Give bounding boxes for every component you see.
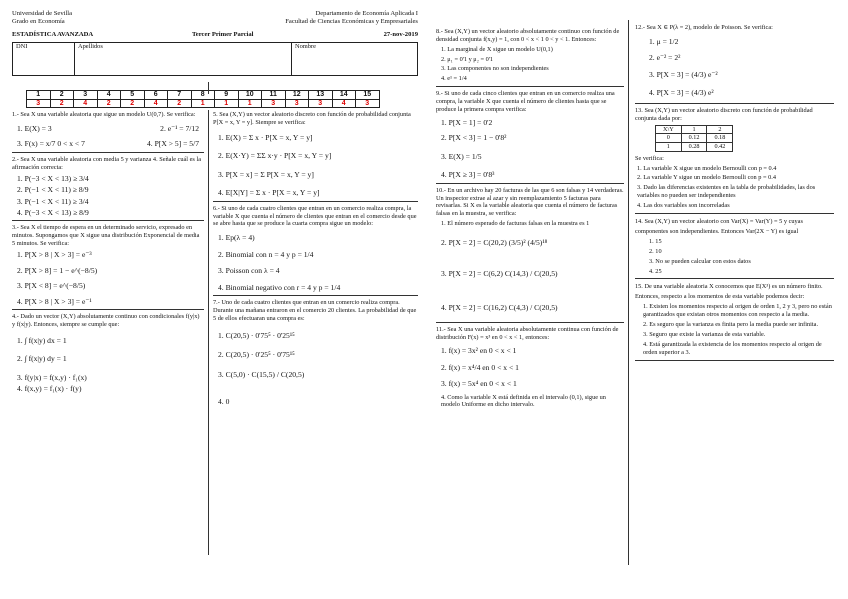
answer-key-value: 3 bbox=[285, 99, 309, 108]
answer-key-value: 1 bbox=[215, 99, 239, 108]
department-name: Departamento de Economía Aplicada I bbox=[315, 10, 418, 17]
q1-option-4: 4. P[X > 5] = 5/7 bbox=[146, 139, 199, 149]
question-3 bbox=[12, 224, 204, 306]
student-id-box bbox=[12, 42, 418, 76]
answer-key-number: 3 bbox=[74, 91, 98, 100]
q7-option-4: 4. 0 bbox=[218, 397, 230, 407]
q5-option-3: 3. P[X = x] = Σ P[X = x, Y = y] bbox=[218, 169, 314, 179]
q13-table-cell: 1 bbox=[656, 143, 682, 152]
q7-option-1: 1. C(20,5) · 0'75⁵ · 0'25¹⁵ bbox=[218, 330, 295, 340]
q1-option-2: 2. e⁻¹ = 7/12 bbox=[160, 123, 199, 133]
page2-left-column bbox=[436, 28, 624, 568]
q10-option-4: 4. P[X = 2] = C(16,2) C(4,3) / C(20,5) bbox=[441, 302, 558, 312]
q3-option-2: 2. P[X > 8] = 1 − e^(−8/5) bbox=[17, 265, 98, 275]
answer-values-row bbox=[27, 99, 380, 108]
exam-page-2 bbox=[436, 10, 834, 568]
answer-key-value: 1 bbox=[191, 99, 215, 108]
q12-option-2: 2. e⁻² = 2² bbox=[649, 53, 681, 63]
q10-option-2: 2. P[X = 2] = C(20,2) (3/5)² (4/5)¹⁸ bbox=[441, 237, 548, 247]
q13-stem: 13. Sea (X,Y) un vector aleatorio discreto con función de probabilidad conjunta dada por: bbox=[635, 106, 813, 122]
q11-stem: 11.- Sea X una variable aleatoria absolutamente continua con función de distribución F(x) = x³ en 0 < x < 1, entonces: bbox=[436, 326, 619, 342]
q8-option-4: 4. e¹ = 1/4 bbox=[441, 75, 467, 83]
q11-option-3: 3. f(x) = 5x⁴ en 0 < x < 1 bbox=[441, 379, 517, 389]
name-label: Nombre bbox=[295, 43, 316, 50]
q11-option-2: 2. f(x) = x⁴/4 en 0 < x < 1 bbox=[441, 362, 519, 372]
q3-option-1: 1. P[X > 8 | X > 3] = e⁻³ bbox=[17, 250, 92, 260]
question-7 bbox=[213, 299, 418, 407]
q14-option-2: 2. 10 bbox=[649, 247, 662, 255]
q13-table-cell: 0 bbox=[656, 134, 682, 143]
answer-key-number: 6 bbox=[144, 91, 168, 100]
question-2 bbox=[12, 156, 204, 218]
answer-key-number: 15 bbox=[356, 91, 380, 100]
q13-option-1: 1. La variable X sigue un modelo Bernoulli con p = 0.4 bbox=[637, 164, 777, 172]
q14-option-3: 3. No se pueden calcular con estos datos bbox=[649, 257, 751, 265]
q12-option-4: 4. P[X = 3] = (4/3) e² bbox=[649, 88, 714, 98]
answer-key-number: 5 bbox=[121, 91, 145, 100]
q7-option-3: 3. C(5,0) · C(15,5) / C(20,5) bbox=[218, 369, 305, 379]
q4-option-1: 1. ∫ f(x|y) dx = 1 bbox=[17, 335, 67, 345]
answer-key-value: 1 bbox=[238, 99, 262, 108]
q2-option-2: 2. P(−1 < X < 11) ≥ 8/9 bbox=[17, 185, 89, 195]
q10-option-3: 3. P[X = 2] = C(6,2) C(14,3) / C(20,5) bbox=[441, 269, 558, 279]
q6-option-2: 2. Binomial con n = 4 y p = 1/4 bbox=[218, 249, 314, 259]
q4-option-3: 3. f(y|x) = f(x,y) · f₁(x) bbox=[17, 372, 87, 382]
exam-page-1 bbox=[12, 10, 418, 558]
answer-key-number: 4 bbox=[97, 91, 121, 100]
answer-key-value: 2 bbox=[50, 99, 74, 108]
q14-option-4: 4. 25 bbox=[649, 267, 662, 275]
answer-key-number: 12 bbox=[285, 91, 309, 100]
degree-name: Grado en Economía bbox=[12, 18, 65, 26]
q13-probability-table bbox=[655, 125, 733, 152]
column-divider bbox=[208, 110, 209, 555]
university-name: Universidad de Sevilla bbox=[12, 10, 73, 17]
answer-key-number: 2 bbox=[50, 91, 74, 100]
q9-option-1: 1. P[X = 1] = 0'2 bbox=[441, 117, 493, 127]
answer-key-value: 3 bbox=[309, 99, 333, 108]
q6-option-1: 1. Ep(λ = 4) bbox=[218, 233, 255, 243]
q5-option-1: 1. E(X) = Σ x · P[X = x, Y = y] bbox=[218, 132, 313, 142]
q15-stem: 15. De una variable aleatoria X conocemos que E(X³) es un número finito. Entonces, respecto a los momentos de esta variable podemos decir: bbox=[635, 283, 823, 300]
q8-option-1: 1. La marginal de X sigue un modelo U(0,1) bbox=[441, 45, 553, 53]
answer-key-value: 2 bbox=[168, 99, 192, 108]
q15-option-3: 3. Seguro que existe la varianza de esta variable. bbox=[643, 330, 766, 338]
q9-stem: 9.- Si uno de cada cinco clientes que entran en un comercio realiza una compra, la variable X que cuenta el número de clientes hasta que se produce la primera compra verifica: bbox=[436, 90, 615, 113]
q10-stem: 10.- En un archivo hay 20 facturas de las que 6 son falsas y 14 verdaderas. Un inspector extrae al azar y sin reemplazamiento 5 facturas para revisarlas. Si X es la variable aleatoria que cuenta el número de facturas falsas en la muestra, se verifica: bbox=[436, 186, 624, 218]
q14-option-1: 1. 15 bbox=[649, 238, 662, 246]
question-separator bbox=[12, 309, 204, 310]
faculty-name: Facultad de Ciencias Económicas y Empresariales bbox=[285, 18, 418, 26]
answer-key-number: 9 bbox=[215, 91, 239, 100]
question-separator bbox=[635, 103, 834, 104]
q7-option-2: 2. C(20,5) · 0'25⁵ · 0'75¹⁵ bbox=[218, 350, 295, 360]
q2-stem: 2.- Sea X una variable aleatoria con media 5 y varianza 4. Señale cuál es la afirmación correcta: bbox=[12, 155, 201, 171]
q10-option-1: 1. El número esperado de facturas falsas en la muestra es 1 bbox=[441, 220, 590, 228]
q5-option-4: 4. E[X|Y] = Σ x · P[X = x, Y = y] bbox=[218, 188, 320, 198]
answer-key-value: 2 bbox=[121, 99, 145, 108]
q1-option-3: 3. F(x) = x/7 0 < x < 7 bbox=[17, 139, 85, 149]
divider-tick bbox=[208, 82, 209, 94]
q15-option-1: 1. Existen los momentos respecto al origen de orden 1, 2 y 3, pero no están garantizados que existan otros momentos con respecto a la media. bbox=[643, 303, 832, 319]
q14-stem: 14. Sea (X,Y) un vector aleatorio con Var(X) = Var(Y) = 5 y cuyas componentes son independientes. Entonces Var(2X − Y) es igual bbox=[635, 217, 803, 235]
q8-option-2: 2. μ₁ = 0'1 y μ₂ = 0'1 bbox=[441, 55, 493, 63]
q8-stem: 8.- Sea (X,Y) un vector aleatorio absolutamente continuo con función de densidad conjunta f(x,y) = 1, con 0 < x < 1 0 < y < 1. Entonces: bbox=[436, 28, 620, 43]
q2-option-3: 3. P(−1 < X < 11) ≥ 3/4 bbox=[17, 196, 89, 206]
q3-option-3: 3. P[X < 8] = e^(−8/5) bbox=[17, 281, 86, 291]
q4-option-4: 4. f(x,y) = f₁(x) · f(y) bbox=[17, 384, 82, 394]
q12-option-1: 1. μ = 1/2 bbox=[649, 36, 679, 46]
dni-label: DNI bbox=[16, 43, 28, 50]
answer-key-value: 4 bbox=[144, 99, 168, 108]
question-separator bbox=[436, 183, 624, 184]
question-14 bbox=[635, 217, 834, 276]
q7-stem: 7.- Uno de cada cuatro clientes que entran en un comercio realiza compra. Durante una mañana entraron en el comercio 20 clientes. La probabilidad de que 5 de ellos efectuaran una compra es: bbox=[213, 299, 417, 322]
question-11 bbox=[436, 326, 624, 409]
q15-option-2: 2. Es seguro que la varianza es finita pero la media puede ser infinita. bbox=[643, 321, 819, 329]
q6-stem: 6.- Si uno de cada cuatro clientes que entran en un comercio realiza compra, la variable X que cuenta el número de clientes que entran en el comercio desde que se abre hasta que se produce la cuarta compra sigue un modelo: bbox=[213, 204, 417, 228]
question-12 bbox=[635, 24, 834, 98]
q8-option-3: 3. Las componentes no son independientes bbox=[441, 65, 549, 73]
question-5 bbox=[213, 111, 418, 198]
q5-stem: 5. Sea (X,Y) un vector aleatorio discreto con función de probabilidad conjunta P[X = x, Y = y]. Siempre se verifica: bbox=[213, 111, 411, 126]
q3-stem: 3.- Sea X el tiempo de espera en un determinado servicio, expresado en minutos. Supongamos que X sigue una distribución Exponencial de media 5 minutos. Se verifica: bbox=[12, 224, 200, 248]
q9-option-3: 3. E(X) = 1/5 bbox=[441, 151, 482, 161]
page1-right-column bbox=[213, 111, 418, 557]
q13-option-2: 2. La variable Y sigue un modelo Bernoulli con p = 0.4 bbox=[637, 174, 776, 182]
answer-key-number: 13 bbox=[309, 91, 333, 100]
question-separator bbox=[213, 201, 418, 202]
answer-key-value: 3 bbox=[356, 99, 380, 108]
page1-left-column bbox=[12, 111, 204, 557]
exam-header bbox=[12, 10, 418, 42]
q4-stem: 4.- Dado un vector (X,Y) absolutamente continuo con condicionales f(y|x) y f(x|y). Entonces, siempre se cumple que: bbox=[12, 313, 200, 328]
q2-option-1: 1. P(−3 < X < 13) ≥ 3/4 bbox=[17, 173, 89, 183]
answer-key-value: 4 bbox=[74, 99, 98, 108]
q13-table-cell: 0.12 bbox=[681, 134, 707, 143]
q12-stem: 12.- Sea X ∈ P(λ = 2), modelo de Poisson. Se verifica: bbox=[635, 24, 773, 31]
q13-intro: Se verifica: bbox=[635, 154, 664, 162]
q13-option-4: 4. Las dos variables son incorreladas bbox=[637, 202, 730, 210]
answer-key-value: 3 bbox=[27, 99, 51, 108]
answer-key-number: 8 bbox=[191, 91, 215, 100]
answer-key-table bbox=[26, 90, 380, 108]
question-13 bbox=[635, 107, 834, 210]
question-separator bbox=[12, 220, 204, 221]
answer-key-value: 2 bbox=[97, 99, 121, 108]
page2-right-column bbox=[635, 24, 834, 564]
question-separator bbox=[436, 322, 624, 323]
q13-table-header: 2 bbox=[707, 125, 733, 134]
answer-key-number: 1 bbox=[27, 91, 51, 100]
q12-option-3: 3. P[X = 3] = (4/3) e⁻² bbox=[649, 69, 718, 79]
question-1 bbox=[12, 111, 204, 149]
q11-option-1: 1. f(x) = 3x² en 0 < x < 1 bbox=[441, 346, 517, 356]
q4-option-2: 2. ∫ f(x|y) dy = 1 bbox=[17, 354, 67, 364]
question-4 bbox=[12, 313, 204, 394]
q5-option-2: 2. E(X·Y) = ΣΣ x·y · P[X = x, Y = y] bbox=[218, 151, 332, 161]
q9-option-4: 4. P[X ≥ 3] = 0'8³ bbox=[441, 170, 495, 180]
q2-option-4: 4. P(−3 < X < 13) ≥ 8/9 bbox=[17, 208, 89, 217]
question-separator bbox=[436, 86, 624, 87]
q13-table-cell: 0.18 bbox=[707, 134, 733, 143]
q13-table-header: X\Y bbox=[656, 125, 682, 134]
question-9 bbox=[436, 90, 624, 180]
name-field[interactable] bbox=[292, 43, 417, 75]
answer-numbers-row bbox=[27, 91, 380, 100]
question-10 bbox=[436, 187, 624, 313]
exam-date: 27-nov-2019 bbox=[383, 31, 418, 38]
q13-option-3: 3. Dado las diferencias existentes en la tabla de probabilidades, las dos variables no pueden ser independientes bbox=[637, 184, 816, 200]
answer-key-value: 4 bbox=[332, 99, 356, 108]
surname-field[interactable] bbox=[75, 43, 292, 75]
question-separator bbox=[635, 360, 834, 361]
answer-key-value: 3 bbox=[262, 99, 286, 108]
q3-option-4: 4. P[X > 8 | X > 3] = e⁻¹ bbox=[17, 296, 92, 306]
q15-option-4: 4. Está garantizada la existencia de los momentos respecto al origen de orden superior a 3. bbox=[643, 340, 822, 356]
q6-option-3: 3. Poisson con λ = 4 bbox=[218, 266, 280, 276]
answer-key-number: 10 bbox=[238, 91, 262, 100]
q1-stem: 1.- Sea X una variable aleatoria que sigue un modelo U(0,7). Se verifica: bbox=[12, 111, 196, 118]
q9-option-2: 2. P[X < 3] = 1 − 0'8² bbox=[441, 133, 507, 143]
exam-title: Tercer Primer Parcial bbox=[192, 31, 254, 38]
question-separator bbox=[12, 152, 204, 153]
question-6 bbox=[213, 205, 418, 293]
question-15 bbox=[635, 282, 834, 356]
question-8 bbox=[436, 28, 624, 83]
q6-option-4: 4. Binomial negativo con r = 4 y p = 1/4 bbox=[218, 282, 341, 292]
column-divider bbox=[628, 20, 629, 565]
q13-table-cell: 0.28 bbox=[681, 143, 707, 152]
answer-key-number: 14 bbox=[332, 91, 356, 100]
course-name: ESTADÍSTICA AVANZADA bbox=[12, 31, 94, 38]
question-separator bbox=[213, 295, 418, 296]
question-separator bbox=[635, 278, 834, 279]
answer-key-number: 11 bbox=[262, 91, 286, 100]
surname-label: Apellidos bbox=[78, 43, 103, 50]
question-separator bbox=[635, 213, 834, 214]
q13-table-cell: 0.42 bbox=[707, 143, 733, 152]
q13-table-header: 1 bbox=[681, 125, 707, 134]
answer-key-number: 7 bbox=[168, 91, 192, 100]
q1-option-1: 1. E(X) = 3 bbox=[17, 123, 52, 133]
dni-field[interactable] bbox=[13, 43, 75, 75]
q11-option-4: 4. Como la variable X está definida en el intervalo (0,1), sigue un modelo Uniforme en dicho intervalo. bbox=[441, 393, 606, 409]
